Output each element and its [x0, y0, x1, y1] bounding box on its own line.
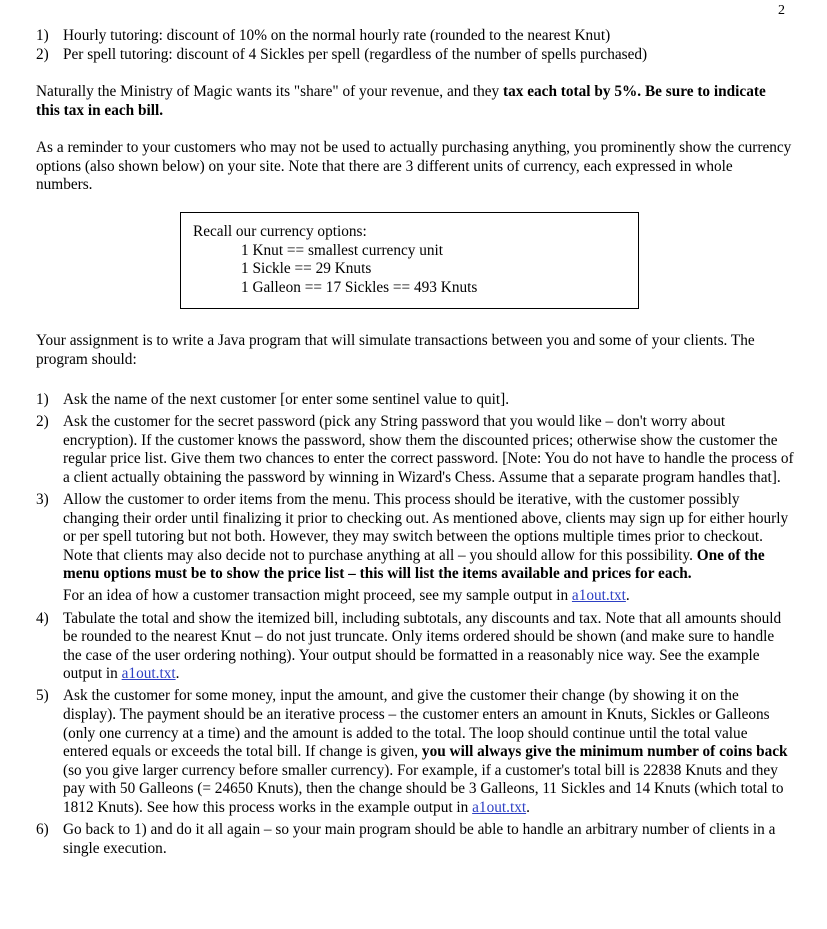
currency-box-title: Recall our currency options:: [193, 223, 367, 240]
step-bold-text: you will always give the minimum number of coins back: [421, 743, 788, 761]
step-text-continued: (so you give larger currency before smaller currency). For example, if a customer's total bill is 22838 Knuts and they pay with 50 Galleons (= 24650 Knuts), then the change should be 3 Galleons, 11 Sickles and 14 Knuts (which total to 1812 Knuts). See how this process works in the example output in: [63, 761, 784, 816]
a1out-link[interactable]: a1out.txt: [121, 665, 176, 683]
note-end: .: [625, 587, 630, 605]
step-1: [36, 391, 794, 410]
list-number: 4): [36, 609, 49, 627]
a1out-link[interactable]: a1out.txt: [472, 798, 527, 816]
note-text: For an idea of how a customer transaction might proceed, see my sample output in: [63, 587, 572, 605]
page-number: 2: [778, 3, 785, 18]
list-number: 1): [36, 391, 49, 408]
step-3: [36, 491, 794, 584]
step-6: [36, 821, 794, 858]
currency-row-knut: 1 Knut == smallest currency unit: [241, 241, 444, 259]
discount-item-per-spell: [36, 46, 796, 65]
discount-item-hourly: [36, 27, 796, 46]
currency-box: [180, 212, 639, 309]
step-bold-text: One of the menu options must be to show the price list – this will list the items available and prices for each.: [63, 546, 765, 583]
step-text: Ask the customer for the secret password (pick any String password that you would like – don't worry about encryption). If the customer knows the password, show them the discounted prices; otherwise show the customer the regular price list. Give them two chances to enter the correct password. [Note: You do not have to handle the process of a client actually obtaining the password by winning in Wizard's Chess. Assume that a separate program handles that].: [63, 413, 794, 486]
currency-row-galleon: 1 Galleon == 17 Sickles == 493 Knuts: [241, 278, 478, 296]
steps-list: [36, 391, 794, 862]
currency-row-sickle: 1 Sickle == 29 Knuts: [241, 260, 372, 278]
list-number: 1): [36, 27, 49, 44]
tax-bold-text: tax each total by 5%. Be sure to indicate this tax in each bill.: [36, 83, 766, 119]
list-number: 2): [36, 413, 49, 431]
step-end: .: [175, 665, 180, 683]
step-2: [36, 413, 794, 487]
step-3-sample-note: [36, 587, 794, 606]
tax-text: Naturally the Ministry of Magic wants its "share" of your revenue, and they: [36, 83, 504, 100]
step-4: [36, 610, 794, 684]
list-number: 5): [36, 687, 49, 705]
list-number: 3): [36, 490, 49, 508]
tax-paragraph: [36, 83, 792, 120]
discount-text: Per spell tutoring: discount of 4 Sickles per spell (regardless of the number of spells purchased): [63, 45, 648, 63]
step-text: Ask the name of the next customer [or enter some sentinel value to quit].: [63, 391, 510, 408]
list-number: 6): [36, 821, 49, 839]
step-text: Go back to 1) and do it all again – so your main program should be able to handle an arbitrary number of clients in a single execution.: [63, 821, 776, 857]
discount-text: Hourly tutoring: discount of 10% on the normal hourly rate (rounded to the nearest Knut): [63, 27, 611, 44]
discount-list: [36, 27, 796, 64]
reminder-paragraph: As a reminder to your customers who may not be used to actually purchasing anything, you prominently show the currency options (also shown below) on your site. Note that there are 3 different units of currency, each expressed in whole numbers.: [36, 139, 792, 194]
step-text: Ask the customer for some money, input the amount, and give the customer their change (by showing it on the display). The payment should be an iterative process – the customer enters an amount in Knuts, Sickles or Galleons (only one currency at a time) and the amount is added to the total. The loop should continue until the total value entered equals or exceeds the total bill. If change is given,: [63, 687, 770, 761]
step-5: [36, 687, 794, 817]
list-number: 2): [36, 45, 49, 63]
a1out-link[interactable]: a1out.txt: [571, 587, 626, 605]
assignment-paragraph: Your assignment is to write a Java program that will simulate transactions between you and some of your clients. The program should:: [36, 332, 755, 368]
step-text: Tabulate the total and show the itemized bill, including subtotals, any discounts and tax. Note that all amounts should be rounded to the nearest Knut – do not just truncate. Only items ordered should be shown (and make sure to handle the case of the user ordering nothing). Your output should be formatted in a reasonably nice way. See the example output in: [63, 609, 782, 683]
step-end: .: [526, 798, 530, 816]
step-text: Allow the customer to order items from the menu. This process should be iterative, with the customer possibly changing their order until finalizing it prior to checking out. As mentioned above, clients may sign up for either hourly or per spell tutoring but not both. However, they may switch between the options multiple times prior to checkout. Note that clients may also decide not to purchase anything at all – you should allow for this possibility.: [63, 490, 789, 564]
